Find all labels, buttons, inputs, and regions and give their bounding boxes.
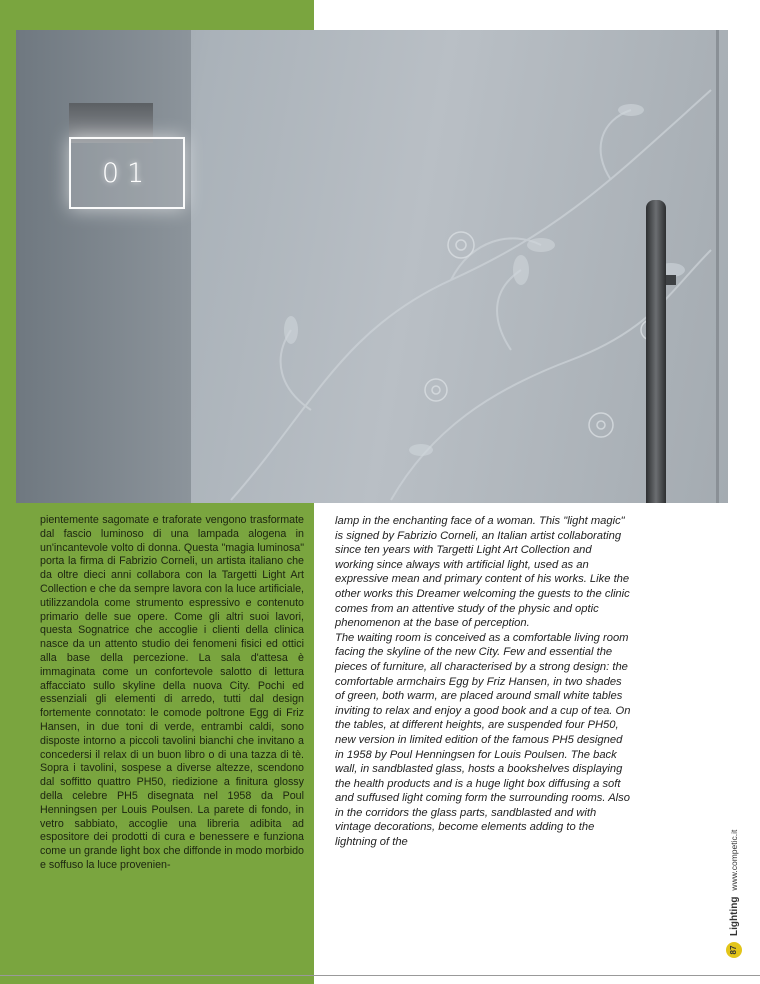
italian-text-column: pientemente sagomate e traforate vengono trasformate dal fascio luminoso di una lampada alogena in un'incantevole volto di donna. Questa "magia luminosa" porta la firma di Fabrizio Corneli, un artista italiano che da oltre dieci anni collabora con la Targetti Light Art Collection e che da sempre lavora con la luce artificiale, utilizzandola come strumento espressivo e contenuto primario delle sue opere. Come gli altri suoi lavori, questa Sognatrice che accoglie i clienti della clinica nasce da un attento studio dei fenomeni fisici ed ottici alla base della percezione. La sala d'attesa è immaginata come un confortevole salotto di lettura affacciato sullo skyline della nuova City. Pochi ed essenziali gli elementi di arredo, tutti dal design fortemente connotato: le comode poltrone Egg di Friz Hansen, in due toni di verde, entrambi caldi, sono disposte intorno a piccoli tavolini bianchi che invitano a concedersi il relax di un buon libro o di una tazza di tè. Sopra i tavolini, sospese a diverse altezze, scendono dal soffitto quattro PH50, riedizione a finitura glossy della celebre PH5 disegnata nel 1958 da Poul Henningsen per Louis Poulsen. La parete di fondo, in vetro sabbiato, accoglie una libreria adibita ad espositore dei prodotti di cura e benessere e funziona come un grande light box che diffonde in modo morbido e soffuso la luce provenien- bbox=[40, 514, 304, 871]
english-paragraph-1: lamp in the enchanting face of a woman. This "light magic" is signed by Fabrizio Corneli, an Italian artist collaborating since ten years with Targetti Light Art Collection and working since always with artificial light, used as an expressive mean and primary content of his works. Like the other works this Dreamer welcoming the guests to the clinic comes from an attentive study of the physic and optic phenomenon at the base of perception. bbox=[335, 515, 630, 630]
english-text-column bbox=[335, 514, 631, 850]
room-number: 01 bbox=[101, 157, 153, 189]
page-number-badge: 87 bbox=[726, 942, 742, 958]
english-paragraph-2: The waiting room is conceived as a comfortable living room facing the skyline of the new City. Few and essential the pieces of furniture, all characterised by a strong design: the comfortable armchairs Egg by Friz Hansen, in two shades of green, both warm, are placed around small white tables inviting to relax and enjoy a good book and a cup of tea. On the tables, at different heights, are suspended four PH50, new version in limited edition of the famous PH5 designed in 1958 by Poul Henningsen for Louis Poulsen. The back wall, in sandblasted glass, hosts a bookshelves displaying the health products and is a huge light box diffusing a soft and suffused light coming form the surrounding rooms. Also in the corridors the glass parts, sandblasted and with vintage decorations, become elements adding to the lightning of the bbox=[335, 631, 631, 849]
room-number-sign bbox=[69, 137, 185, 209]
door-handle bbox=[646, 200, 666, 503]
page-bottom-rule bbox=[0, 975, 760, 976]
page-footer bbox=[726, 830, 742, 958]
clinic-photo bbox=[16, 30, 728, 503]
floral-glass-decoration bbox=[191, 30, 716, 503]
website-link[interactable]: www.competic.it bbox=[729, 829, 739, 891]
photo-shadow-wall bbox=[16, 30, 191, 503]
glass-panel-seam bbox=[716, 30, 719, 503]
section-name: Lighting bbox=[728, 896, 740, 936]
